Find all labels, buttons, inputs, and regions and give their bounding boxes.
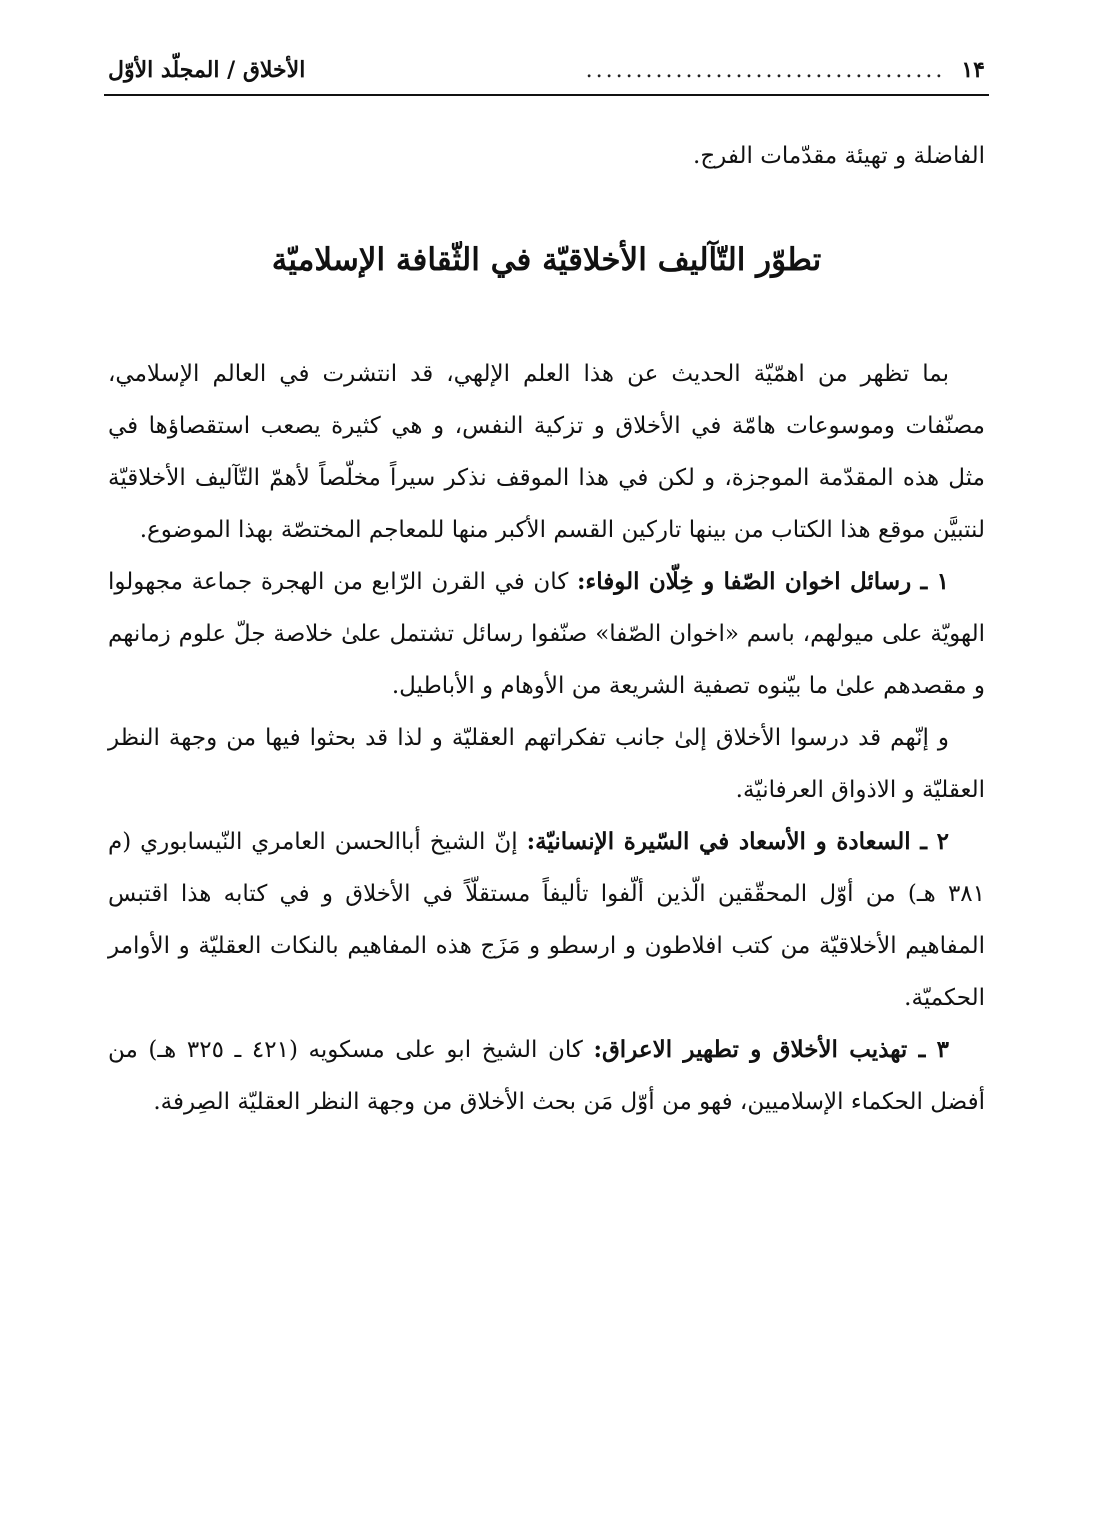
paragraph-text: كان في القرن الرّابع من الهجرة جماعة مجهولوا الهويّة على ميولهم، باسم «اخوان الصّفا» صنّفوا رسائل تشتمل علىٰ خلاصة جلّ علوم زمانهم و مقصدهم علىٰ ما بيّنوه تصفية الشريعة من الأوهام و الأباطيل. — [108, 569, 985, 699]
page-number: ١۴ — [961, 57, 985, 83]
paragraph-lead: ١ ـ رسائل اخوان الصّفا و خِلّان الوفاء: — [576, 568, 949, 595]
paragraph-text: كان الشيخ ابو على مسكويه (٤٢١ ـ ٣٢٥ هـ) من أفضل الحكماء الإسلاميين، فهو من أوّل مَن بحث الأخلاق من وجهة النظر العقليّة الصِرفة. — [108, 1037, 985, 1115]
header-rule — [104, 94, 989, 96]
page-body — [108, 130, 985, 1128]
paragraph-text: إنّ الشيخ أباالحسن العامري النّيسابوري (م ٣٨١ هـ) من أوّل المحقّقين الّذين ألّفوا تأليفاً مستقلّاً في الأخلاق و في كتابه هذا اقتبس المفاهيم الأخلاقيّة من كتب افلاطون و ارسطو و مَزَج هذه المفاهيم بالنكات العقليّة و الأوامر الحكميّة. — [108, 829, 985, 1011]
dot-leader: .................................... — [585, 57, 946, 83]
paragraph-item-1 — [108, 556, 985, 712]
paragraph-item-2 — [108, 816, 985, 1024]
paragraph-item-3 — [108, 1024, 985, 1128]
intro-line: الفاضلة و تهيئة مقدّمات الفرج. — [693, 143, 985, 169]
section-title: تطوّر التّآليف الأخلاقيّة في الثّقافة الإسلاميّة — [271, 242, 822, 278]
running-header — [108, 48, 985, 92]
paragraph — [108, 712, 985, 816]
paragraph-text: و إنّهم قد درسوا الأخلاق إلىٰ جانب تفكراتهم العقليّة و لذا قد بحثوا فيها من وجهة النظر العقليّة و الاذواق العرفانيّة. — [108, 725, 985, 803]
paragraph-lead: ٣ ـ تهذيب الأخلاق و تطهير الاعراق: — [593, 1036, 949, 1063]
paragraph — [108, 348, 985, 556]
running-title: الأخلاق / المجلّد الأوّل — [108, 57, 306, 83]
paragraph-text: بما تظهر من اهمّيّة الحديث عن هذا العلم الإلهي، قد انتشرت في العالم الإسلامي، مصنّفات وموسوعات هامّة في الأخلاق و تزكية النفس، و هي كثيرة يصعب استقصاؤها في مثل هذه المقدّمة الموجزة، و لكن في هذا الموقف نذكر سيراً مخلّصاً لأهمّ التّآليف الأخلاقيّة لنتبيَّن موقع هذا الكتاب من بينها تاركين القسم الأكبر منها للمعاجم المختصّة بهذا الموضوع. — [108, 361, 985, 543]
paragraph-lead: ٢ ـ السعادة و الأسعاد في السّيرة الإنسانيّة: — [526, 828, 949, 855]
